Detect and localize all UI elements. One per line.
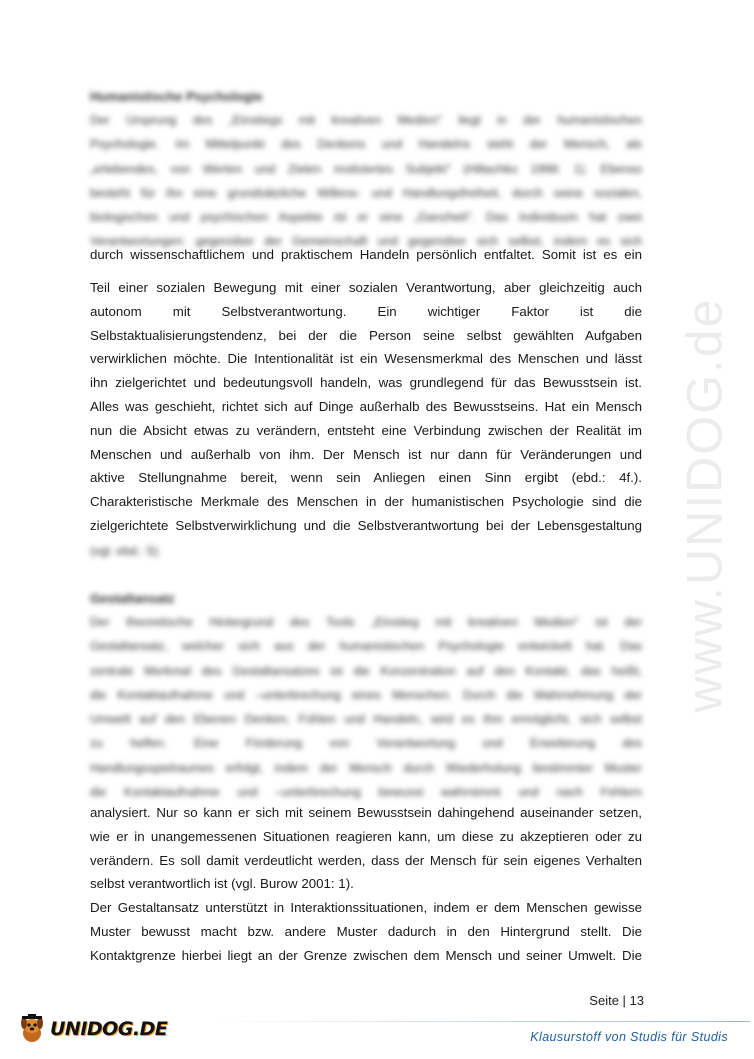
- body-line-partial: zielgerichtete Selbstverwirklichung und die Selbstverantwortung bei der Lebensgestaltung: [90, 517, 642, 533]
- blurred-line: zu helfen. Eine Förderung von Verantwortung und Erweiterung des: [90, 736, 642, 751]
- body-line: verwirklichen möchte. Die Intentionalität ist ein Wesensmerkmal des Menschen und lässt: [90, 351, 642, 367]
- blurred-line: die Kontaktaufnahme und –unterbrechung eines Menschen. Durch die Wahrnehmung der: [90, 687, 642, 702]
- body-line: aktive Stellungnahme bereit, wenn sein Anliegen einen Sinn ergibt (ebd.: 4f.).: [90, 470, 642, 486]
- body-line: Der Gestaltansatz unterstützt in Interaktionssituationen, indem er dem Menschen gewisse: [90, 900, 642, 916]
- footer-divider: [210, 1021, 750, 1022]
- watermark: [654, 270, 754, 740]
- footer-claim: Klausurstoff von Studis für Studis: [530, 1030, 728, 1044]
- body-line: Selbstaktualisierungstendenz, bei der die Person seine selbst gewählten Aufgaben: [90, 327, 642, 343]
- body-line: verändern. Es soll damit verdeutlicht werden, dass der Mensch für sein eigenes Verhalten: [90, 852, 642, 868]
- blurred-line: Handlungsspielraumes erfolgt, indem der Mensch durch Wiederholung bestimmter Muster: [90, 760, 642, 775]
- body-line: nun die Absicht etwas zu verändern, entsteht eine Verbindung zwischen der Realität im: [90, 422, 642, 438]
- unidog-logo: [18, 1009, 168, 1049]
- blurred-line: Umwelt auf den Ebenen Denken, Fühlen und Handeln, wird es ihm ermöglicht, sich selbst: [90, 712, 642, 727]
- body-line: autonom mit Selbstverantwortung. Ein wichtiger Faktor ist die: [90, 303, 642, 319]
- dog-mascot-icon: [18, 1014, 46, 1044]
- blurred-line: Verantwortungen: gegenüber der Gemeinschaft und gegenüber sich selbst, indem es sich: [90, 234, 642, 249]
- section1-blurred-tail: [90, 539, 642, 563]
- logo-text: UNIDOG.DE: [50, 1018, 168, 1040]
- page-number: Seite | 13: [589, 993, 644, 1008]
- section1-heading: Humanistische Psychologie: [90, 89, 263, 104]
- body-line: analysiert. Nur so kann er sich mit seinem Bewusstsein dahingehend auseinander setzen,: [90, 805, 642, 820]
- body-line: Menschen und außerhalb von ihm. Der Mensch ist nur dann für Veränderungen und: [90, 446, 642, 462]
- blurred-line: zentrale Merkmal des Gestaltansatzes ist die Konzentration auf den Kontakt, das heißt,: [90, 663, 642, 678]
- section2-heading: Gestaltansatz: [90, 591, 175, 606]
- body-line: wie er in unangemessenen Situationen reagieren kann, um diese zu akzeptieren oder zu: [90, 828, 642, 844]
- blurred-line: „erlebendes, von Werten und Zielen motiviertes Subjekt" (Hiltachko 1998: 1). Ebenso: [90, 161, 642, 176]
- blurred-line: die Kontaktaufnahme und –unterbrechung bewusst wahrnimmt und nach Fehlern: [90, 785, 642, 800]
- blurred-line: (vgl. ebd.: 5).: [90, 544, 162, 558]
- blurred-line: Der theoretische Hintergrund des Tools „Einstieg mit kreativen Medien" ist der: [90, 615, 642, 629]
- body-line-partial: durch wissenschaftlichem und praktischem Handeln persönlich entfaltet. Somit ist es ein: [90, 247, 642, 262]
- section1-blurred: [90, 86, 642, 254]
- body-line: ihn zielgerichtet und bedeutungsvoll handeln, was grundlegend für das Bewusstsein ist.: [90, 375, 642, 391]
- body-line: Kontaktgrenze hierbei liegt an der Grenze zwischen dem Mensch und seiner Umwelt. Die: [90, 947, 642, 963]
- body-line: Charakteristische Merkmale des Menschen in der humanistischen Psychologie sind die: [90, 494, 642, 510]
- section2-body: [90, 801, 642, 968]
- body-line: selbst verantwortlich ist (vgl. Burow 2001: 1).: [90, 876, 354, 892]
- watermark-text: www.UNIDOG.de: [676, 297, 732, 713]
- blurred-line: besteht für ihn eine grundsätzliche Willens- und Handlungsfreiheit, durch seine sozialen,: [90, 185, 642, 200]
- body-line: Muster bewusst macht bzw. andere Muster dadurch in den Hintergrund stellt. Die: [90, 923, 642, 939]
- blurred-line: Gestaltansatz, welcher sich aus der humanistischen Psychologie entwickelt hat. Das: [90, 639, 642, 654]
- body-line: Alles was geschieht, richtet sich auf Dinge außerhalb des Bewusstseins. Hat ein Mensch: [90, 398, 642, 414]
- body-line: Teil einer sozialen Bewegung mit einer sozialen Verantwortung, aber gleichzeitig auch: [90, 280, 642, 295]
- blurred-line: Der Ursprung des „Einstiegs mit kreativen Medien" liegt in der humanistischen: [90, 113, 642, 127]
- blurred-line: Psychologie. Im Mittelpunkt des Denkens und Handelns steht der Mensch, als: [90, 137, 642, 152]
- section1-body-lines: [90, 276, 642, 533]
- blurred-line: biologischen und psychischen Aspekte ist er eine „Ganzheit". Das Individuum hat zwei: [90, 210, 642, 225]
- section1-body: [90, 247, 642, 262]
- section2-blurred: [90, 588, 642, 804]
